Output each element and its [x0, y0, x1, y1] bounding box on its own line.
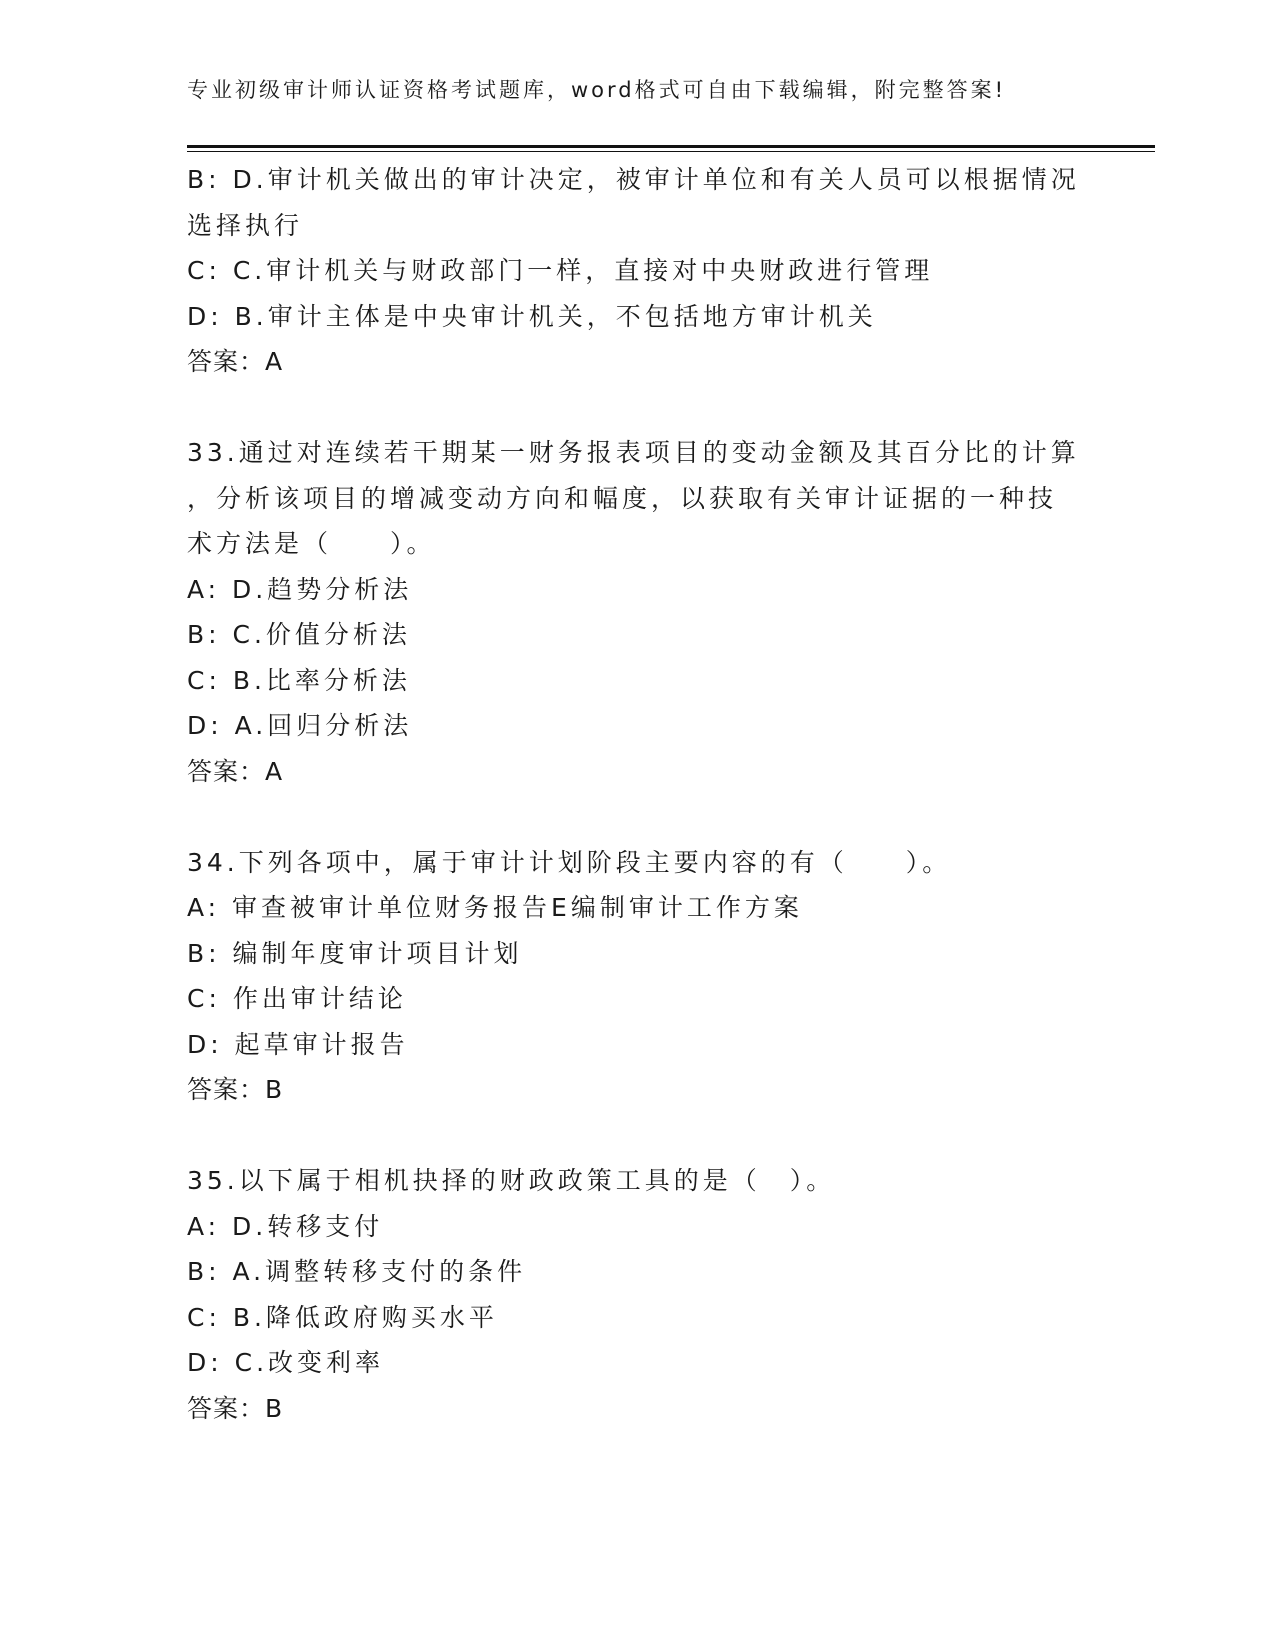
answer-text: 答案：A: [187, 756, 284, 786]
question-text: 33.通过对连续若干期某一财务报表项目的变动金额及其百分比的计算: [187, 438, 1080, 467]
option-text: A: 审查被审计单位财务报告E编制审计工作方案: [187, 893, 803, 922]
option-text: B: A.调整转移支付的条件: [187, 1257, 527, 1286]
option-text: D: B.审计主体是中央审计机关，不包括地方审计机关: [187, 301, 877, 331]
page-header: 专业初级审计师认证资格考试题库，word格式可自由下载编辑，附完整答案!: [187, 78, 1007, 102]
question-block: [187, 157, 1087, 385]
option-text: B: D.审计机关做出的审计决定，被审计单位和有关人员可以根据情况: [187, 165, 1080, 194]
question-block: [187, 1158, 1087, 1431]
question-text: 35.以下属于相机抉择的财政政策工具的是（ ）。: [187, 1166, 836, 1195]
header-rule-thin: [187, 151, 1155, 152]
answer-text: 答案：B: [187, 1393, 284, 1423]
option-text: 选择执行: [187, 210, 304, 240]
option-text: C: 作出审计结论: [187, 984, 407, 1013]
question-block: [187, 430, 1087, 794]
spacer: [187, 1113, 1087, 1159]
answer-text: 答案：B: [187, 1075, 284, 1104]
option-text: C: B.比率分析法: [187, 665, 411, 695]
question-text: 术方法是（ ）。: [187, 529, 436, 558]
answer-text: 答案：A: [187, 347, 284, 376]
question-text: 34.下列各项中，属于审计计划阶段主要内容的有（ ）。: [187, 847, 952, 877]
option-text: D: A.回归分析法: [187, 711, 413, 740]
spacer: [187, 794, 1087, 840]
header-rule-thick: [187, 145, 1155, 148]
question-list: [187, 157, 1087, 1431]
spacer: [187, 385, 1087, 431]
option-text: A: D.趋势分析法: [187, 574, 413, 604]
option-text: D: 起草审计报告: [187, 1029, 409, 1059]
option-text: D: C.改变利率: [187, 1348, 385, 1377]
option-text: B: C.价值分析法: [187, 620, 411, 649]
question-text: ，分析该项目的增减变动方向和幅度，以获取有关审计证据的一种技: [187, 483, 1058, 513]
option-text: A: D.转移支付: [187, 1211, 384, 1241]
option-text: C: B.降低政府购买水平: [187, 1302, 498, 1332]
question-block: [187, 840, 1087, 1113]
option-text: C: C.审计机关与财政部门一样，直接对中央财政进行管理: [187, 256, 934, 285]
option-text: B: 编制年度审计项目计划: [187, 938, 523, 968]
